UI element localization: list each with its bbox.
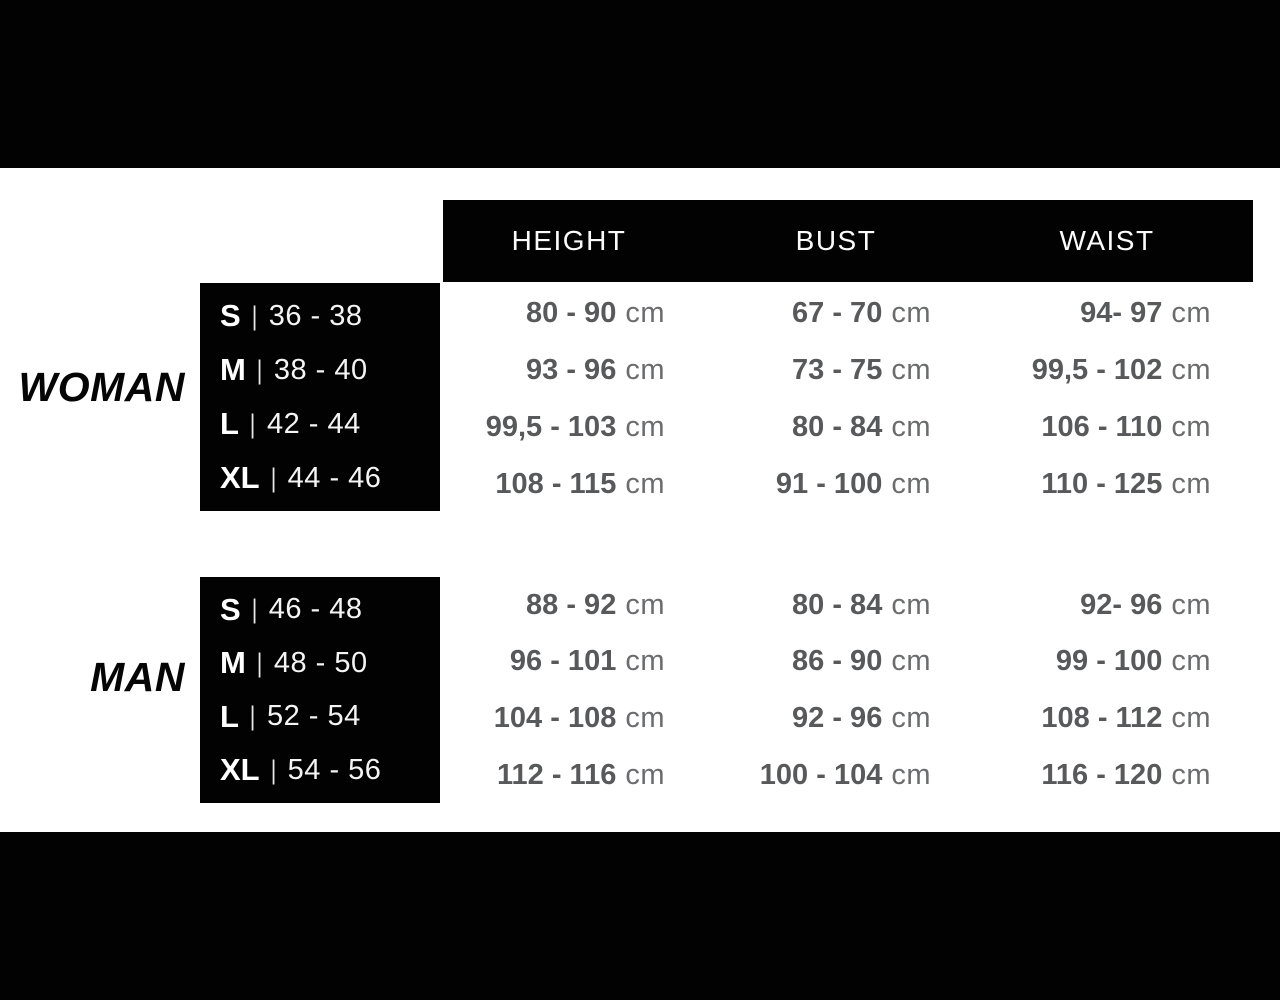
value-text: 106 - 110 [1041, 411, 1163, 443]
value-text: 67 - 70 [792, 297, 883, 329]
unit-label: cm [625, 411, 665, 443]
unit-label: cm [891, 411, 931, 443]
size-separator: | [270, 462, 276, 493]
bottom-black-band [0, 832, 1280, 1000]
size-range: 52 - 54 [266, 700, 361, 733]
unit-label: cm [1171, 411, 1211, 443]
table-row-woman-xl [0, 463, 1280, 505]
value-text: 99 - 100 [1055, 645, 1163, 677]
height-value [495, 463, 665, 505]
value-text: 108 - 112 [1041, 702, 1163, 734]
value-text: 116 - 120 [1041, 759, 1163, 791]
table-row-man-m [0, 640, 1280, 682]
height-value [526, 349, 665, 391]
waist-value [1041, 406, 1211, 448]
waist-value [1041, 463, 1211, 505]
column-header-bust: BUST [795, 225, 877, 256]
size-range: 36 - 38 [268, 299, 363, 332]
size-range: 38 - 40 [273, 353, 368, 386]
bust-value [792, 292, 931, 334]
unit-label: cm [625, 468, 665, 500]
unit-label: cm [1171, 589, 1211, 621]
size-separator: | [249, 701, 256, 732]
height-value [494, 697, 665, 739]
unit-label: cm [891, 759, 931, 791]
column-header-height: HEIGHT [511, 225, 627, 256]
bust-value [776, 463, 931, 505]
value-text: 112 - 116 [496, 759, 617, 791]
waist-value [1041, 697, 1211, 739]
value-text: 104 - 108 [493, 702, 617, 734]
size-letter: XL [220, 752, 260, 788]
unit-label: cm [1171, 759, 1211, 791]
unit-label: cm [625, 645, 665, 677]
height-value [497, 754, 665, 796]
table-row-man-xl [0, 754, 1280, 796]
size-letter: M [220, 645, 246, 681]
group-label-man: MAN [90, 654, 185, 700]
unit-label: cm [891, 354, 931, 386]
unit-label: cm [1171, 702, 1211, 734]
table-row-man-l [0, 697, 1280, 739]
value-text: 91 - 100 [775, 468, 883, 500]
group-label-woman: WOMAN [18, 364, 185, 410]
unit-label: cm [891, 297, 931, 329]
waist-value [1056, 640, 1211, 682]
value-text: 80 - 84 [792, 411, 883, 443]
waist-value [1080, 292, 1211, 334]
value-text: 80 - 90 [526, 297, 617, 329]
unit-label: cm [625, 759, 665, 791]
unit-label: cm [625, 297, 665, 329]
unit-label: cm [1171, 468, 1211, 500]
value-text: 94- 97 [1080, 297, 1163, 329]
top-black-band [0, 0, 1280, 168]
size-letter: S [220, 298, 241, 333]
size-separator: | [256, 647, 263, 678]
unit-label: cm [1171, 297, 1211, 329]
size-separator: | [251, 594, 258, 625]
bust-value [760, 754, 931, 796]
size-letter: XL [220, 460, 260, 495]
value-text: 93 - 96 [526, 354, 617, 386]
value-text: 88 - 92 [526, 589, 617, 621]
unit-label: cm [625, 354, 665, 386]
size-separator: | [251, 300, 258, 331]
bust-value [792, 640, 931, 682]
bust-value [792, 584, 931, 626]
waist-value [1041, 754, 1211, 796]
column-header-waist: WAIST [1059, 225, 1155, 256]
height-value [510, 640, 665, 682]
size-letter: S [220, 591, 241, 627]
unit-label: cm [625, 702, 665, 734]
size-range: 54 - 56 [287, 753, 382, 786]
size-range: 42 - 44 [266, 407, 361, 440]
value-text: 110 - 125 [1041, 468, 1163, 500]
size-range: 44 - 46 [287, 461, 382, 494]
table-row-man-s [0, 584, 1280, 626]
table-row-woman-l [0, 406, 1280, 448]
size-letter: L [220, 406, 239, 441]
value-text: 86 - 90 [792, 645, 883, 677]
height-value [526, 292, 665, 334]
table-header-bar [443, 200, 1253, 282]
height-value [526, 584, 665, 626]
size-letter: M [220, 352, 246, 387]
unit-label: cm [891, 589, 931, 621]
waist-value [1080, 584, 1211, 626]
value-text: 96 - 101 [509, 645, 617, 677]
table-row-woman-s [0, 292, 1280, 334]
waist-value [1032, 349, 1211, 391]
size-separator: | [249, 408, 256, 439]
unit-label: cm [891, 468, 931, 500]
unit-label: cm [891, 702, 931, 734]
size-separator: | [270, 754, 276, 785]
value-text: 100 - 104 [759, 759, 883, 791]
value-text: 99,5 - 102 [1031, 354, 1163, 386]
value-text: 99,5 - 103 [485, 411, 617, 443]
value-text: 108 - 115 [495, 468, 617, 500]
bust-value [792, 349, 931, 391]
size-letter: L [220, 698, 239, 734]
value-text: 73 - 75 [792, 354, 883, 386]
unit-label: cm [1171, 645, 1211, 677]
bust-value [792, 406, 931, 448]
size-separator: | [256, 354, 263, 385]
value-text: 80 - 84 [792, 589, 883, 621]
value-text: 92- 96 [1080, 589, 1163, 621]
value-text: 92 - 96 [792, 702, 883, 734]
size-range: 48 - 50 [273, 646, 368, 679]
size-range: 46 - 48 [268, 593, 363, 626]
height-value [486, 406, 665, 448]
table-row-woman-m [0, 349, 1280, 391]
unit-label: cm [891, 645, 931, 677]
bust-value [792, 697, 931, 739]
unit-label: cm [1171, 354, 1211, 386]
unit-label: cm [625, 589, 665, 621]
